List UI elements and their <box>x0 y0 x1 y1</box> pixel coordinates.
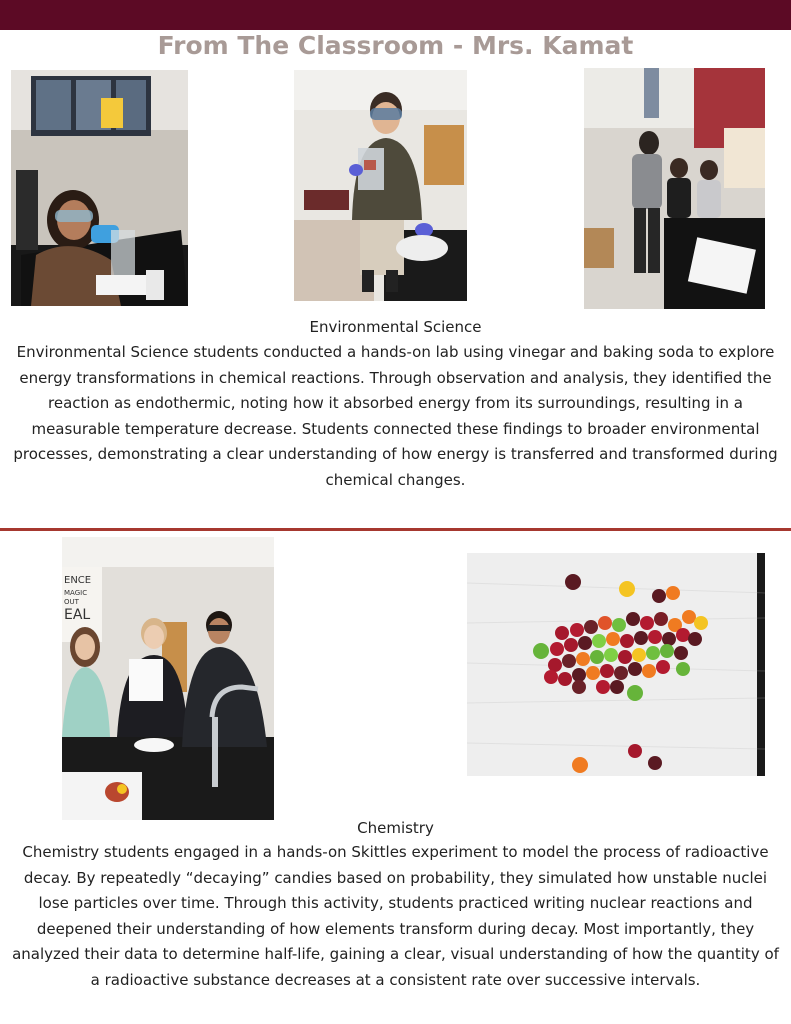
svg-text:ENCE: ENCE <box>64 575 92 586</box>
skittles-on-paper-photo <box>467 553 765 776</box>
svg-text:EAL: EAL <box>64 607 91 623</box>
svg-text:MAGIC: MAGIC <box>64 589 88 597</box>
header-banner <box>0 0 791 30</box>
student-holding-bag-photo <box>294 70 467 301</box>
page-title: From The Classroom - Mrs. Kamat <box>157 31 634 60</box>
svg-text:OUT: OUT <box>64 598 79 606</box>
section2-body: Chemistry students engaged in a hands-on Skittles experiment to model the process of radioactive decay. By repeatedly “decaying” candies based on probability, they simulated how unstable nuclei lose particles over time. Through this activity, students practiced writing nuclear reactions and deepened their understanding of how elements transform during decay. Most importantly, they analyzed their data to determine half-life, gaining a clear, visual understanding of how the quantity of a radioactive substance decreases at a consistent rate over successive intervals. <box>12 843 779 989</box>
student-with-goggles-photo <box>11 70 188 306</box>
section2-caption: Chemistry <box>357 819 434 837</box>
section-divider <box>0 528 791 531</box>
three-students-photo <box>62 537 274 820</box>
students-at-lab-bench-photo <box>584 68 765 309</box>
section1-body: Environmental Science students conducted a hands-on lab using vinegar and baking soda to explore energy transformations in chemical reactions. Through observation and analysis, they identified the reaction as endothermic, noting how it absorbed energy from its surroundings, resulting in a measurable temperature decrease. Students connected these findings to broader environmental processes, demonstrating a clear understanding of how energy is transferred and transformed during chemical changes. <box>13 343 778 489</box>
section1-caption: Environmental Science <box>309 318 482 336</box>
